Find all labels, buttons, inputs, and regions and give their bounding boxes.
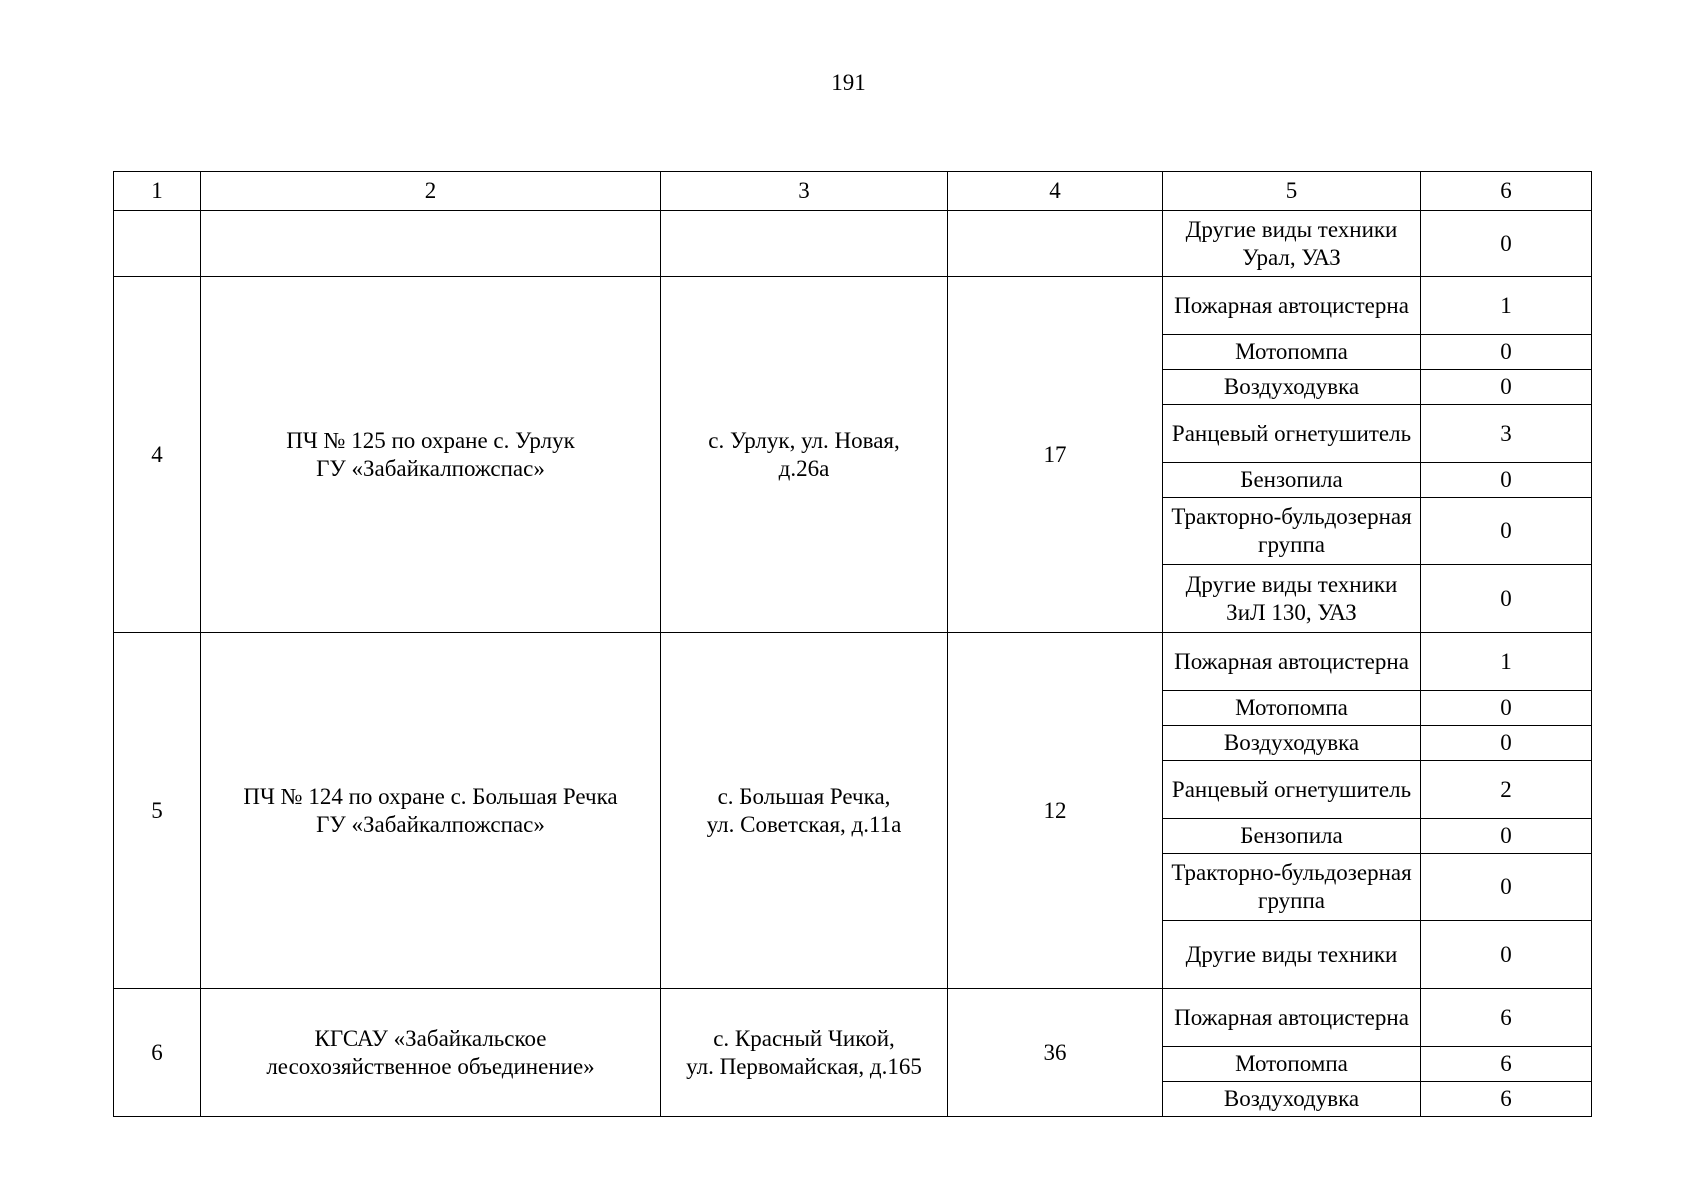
equipment-count: 6 — [1421, 1082, 1592, 1117]
equipment-count: 0 — [1421, 211, 1592, 277]
equipment-name: Мотопомпа — [1163, 1047, 1421, 1082]
equipment-count: 0 — [1421, 565, 1592, 633]
equipment-name: Ранцевый огнетушитель — [1163, 405, 1421, 463]
equipment-name: Другие виды техники ЗиЛ 130, УАЗ — [1163, 565, 1421, 633]
equipment-count: 0 — [1421, 370, 1592, 405]
page-number: 191 — [831, 70, 866, 95]
table-row — [114, 633, 1592, 691]
equipment-count: 0 — [1421, 726, 1592, 761]
row-number: 5 — [114, 633, 201, 989]
staff-count: 12 — [948, 633, 1163, 989]
organization-address: с. Красный Чикой, ул. Первомайская, д.165 — [661, 989, 948, 1117]
equipment-name: Другие виды техники — [1163, 921, 1421, 989]
equipment-name: Тракторно-бульдозерная группа — [1163, 498, 1421, 565]
equipment-count: 0 — [1421, 691, 1592, 726]
organization-name: КГСАУ «Забайкальское лесохозяйственное объединение» — [201, 989, 661, 1117]
column-number: 6 — [1421, 172, 1592, 211]
column-number: 5 — [1163, 172, 1421, 211]
equipment-count: 0 — [1421, 819, 1592, 854]
row-number: 6 — [114, 989, 201, 1117]
equipment-name: Пожарная автоцистерна — [1163, 989, 1421, 1047]
table-row — [114, 277, 1592, 335]
equipment-count: 6 — [1421, 989, 1592, 1047]
equipment-count: 0 — [1421, 854, 1592, 921]
column-number: 3 — [661, 172, 948, 211]
organization-name: ПЧ № 125 по охране с. Урлук ГУ «Забайкалпожспас» — [201, 277, 661, 633]
equipment-name: Тракторно-бульдозерная группа — [1163, 854, 1421, 921]
equipment-count: 0 — [1421, 335, 1592, 370]
equipment-name: Бензопила — [1163, 463, 1421, 498]
column-number-row — [114, 172, 1592, 211]
equipment-count: 3 — [1421, 405, 1592, 463]
equipment-name: Мотопомпа — [1163, 691, 1421, 726]
equipment-name: Пожарная автоцистерна — [1163, 633, 1421, 691]
equipment-count: 1 — [1421, 277, 1592, 335]
equipment-count: 0 — [1421, 921, 1592, 989]
equipment-name: Мотопомпа — [1163, 335, 1421, 370]
equipment-name: Воздуходувка — [1163, 726, 1421, 761]
table-row — [114, 989, 1592, 1047]
column-number: 4 — [948, 172, 1163, 211]
equipment-count: 6 — [1421, 1047, 1592, 1082]
equipment-count: 0 — [1421, 498, 1592, 565]
organization-address: с. Большая Речка, ул. Советская, д.11а — [661, 633, 948, 989]
staff-count: 36 — [948, 989, 1163, 1117]
organization-address: с. Урлук, ул. Новая, д.26а — [661, 277, 948, 633]
equipment-name: Бензопила — [1163, 819, 1421, 854]
column-number: 2 — [201, 172, 661, 211]
equipment-name: Воздуходувка — [1163, 370, 1421, 405]
equipment-count: 0 — [1421, 463, 1592, 498]
row-number: 4 — [114, 277, 201, 633]
equipment-name: Воздуходувка — [1163, 1082, 1421, 1117]
equipment-name: Ранцевый огнетушитель — [1163, 761, 1421, 819]
table-row — [114, 211, 1592, 277]
equipment-count: 2 — [1421, 761, 1592, 819]
column-number: 1 — [114, 172, 201, 211]
organization-name: ПЧ № 124 по охране с. Большая Речка ГУ «Забайкалпожспас» — [201, 633, 661, 989]
staff-count: 17 — [948, 277, 1163, 633]
equipment-name: Пожарная автоцистерна — [1163, 277, 1421, 335]
equipment-count: 1 — [1421, 633, 1592, 691]
equipment-name: Другие виды техники Урал, УАЗ — [1163, 211, 1421, 277]
equipment-table — [113, 171, 1592, 1117]
